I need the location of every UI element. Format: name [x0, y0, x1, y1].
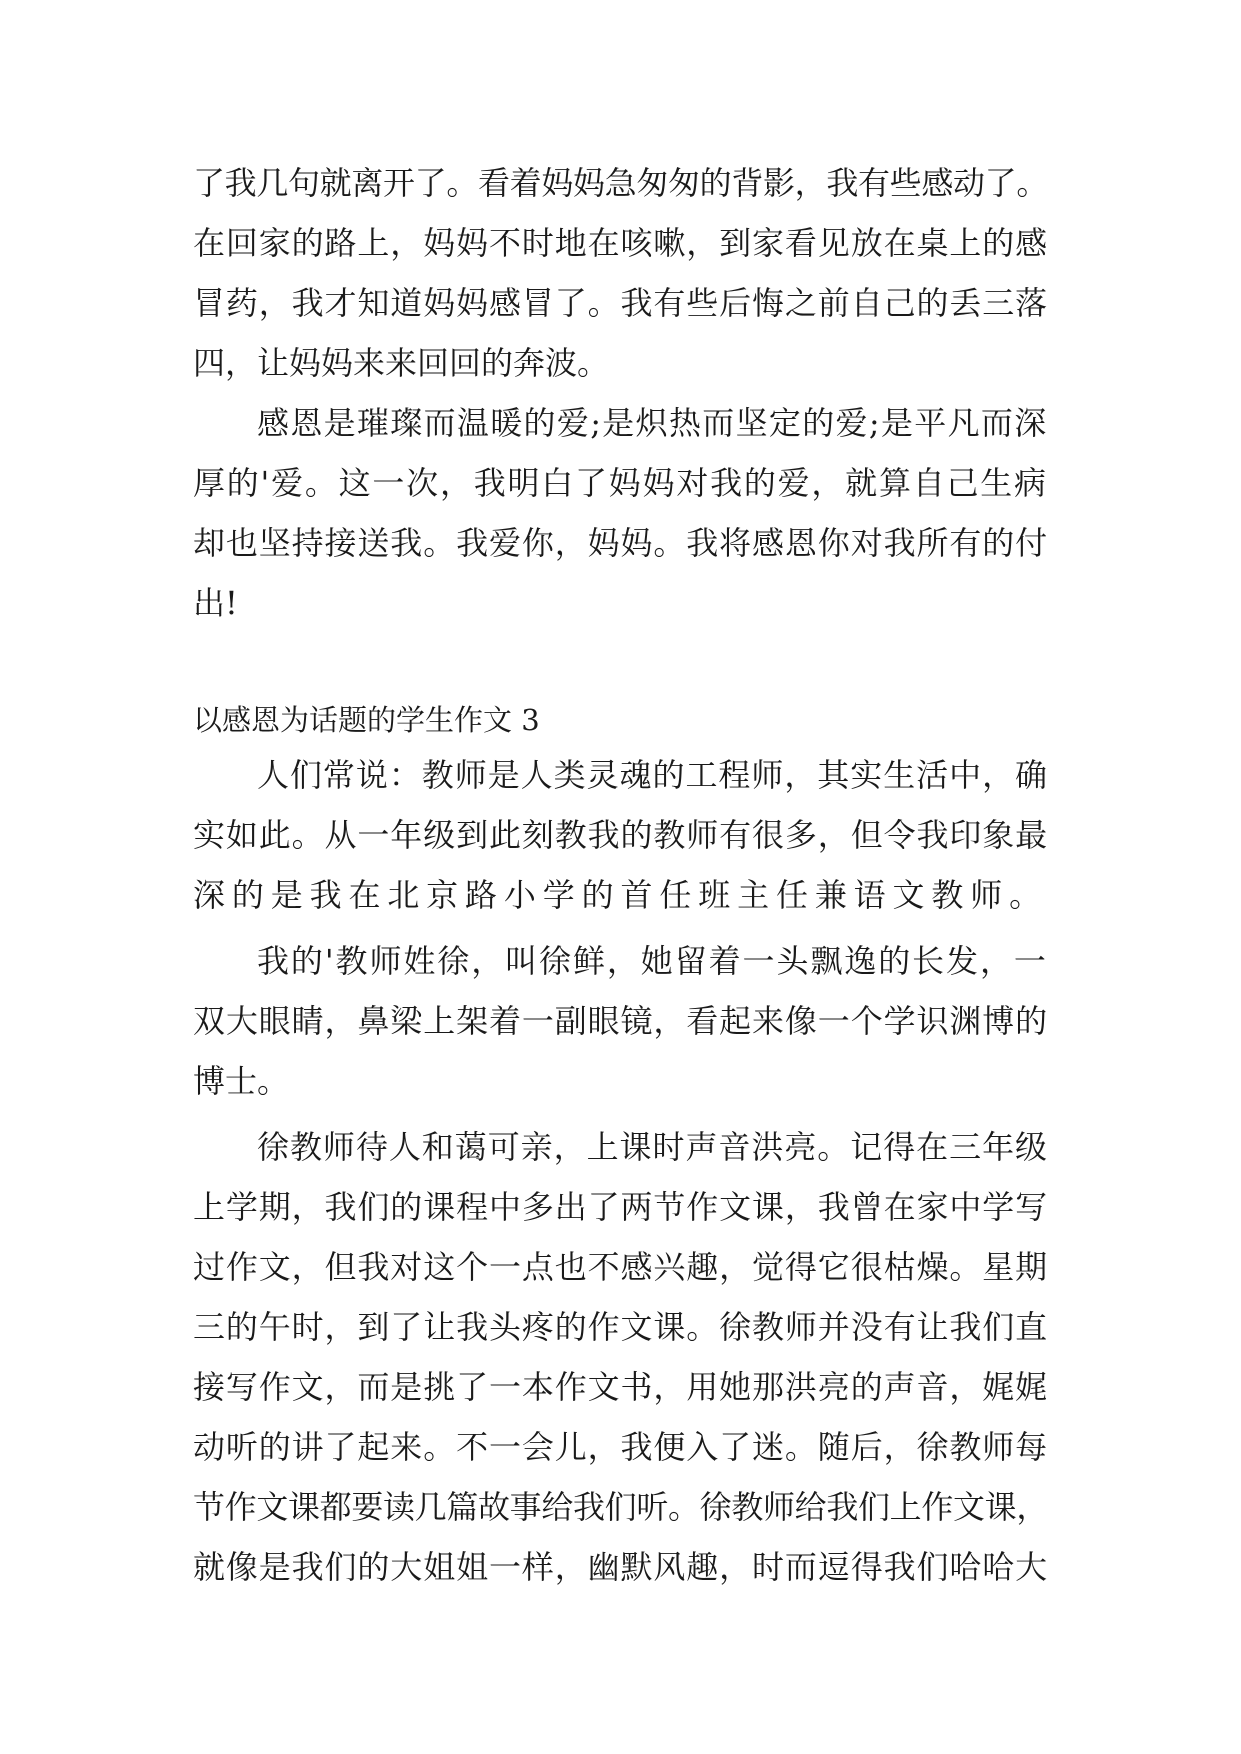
text-line: 四，让妈妈来来回回的奔波。	[193, 344, 610, 382]
text-line: 冒药，我才知道妈妈感冒了。我有些后悔之前自己的丢三落	[193, 284, 1049, 322]
paragraph-first-line: 感恩是璀璨而温暖的爱;是炽热而坚定的爱;是平凡而深	[257, 404, 1048, 442]
text-line: 双大眼睛，鼻梁上架着一副眼镜，看起来像一个学识渊博的	[193, 1002, 1049, 1040]
text-line: 实如此。从一年级到此刻教我的教师有很多，但令我印象最	[193, 816, 1049, 854]
text-line: 动听的讲了起来。不一会儿，我便入了迷。随后，徐教师每	[193, 1428, 1049, 1466]
text-line: 上学期，我们的课程中多出了两节作文课，我曾在家中学写	[193, 1188, 1049, 1226]
section-heading: 以感恩为话题的学生作文 3	[193, 703, 540, 737]
text-line: 过作文，但我对这个一点也不感兴趣，觉得它很枯燥。星期	[193, 1248, 1049, 1286]
text-line: 却也坚持接送我。我爱你，妈妈。我将感恩你对我所有的付	[193, 524, 1049, 562]
text-line: 博士。	[193, 1062, 290, 1100]
text-line: 节作文课都要读几篇故事给我们听。徐教师给我们上作文课，	[193, 1488, 1049, 1526]
paragraph-first-line: 人们常说：教师是人类灵魂的工程师，其实生活中，确	[257, 756, 1049, 794]
text-line: 了我几句就离开了。看着妈妈急匆匆的背影，我有些感动了。	[193, 164, 1049, 202]
text-line: 深的是我在北京路小学的首任班主任兼语文教师。	[193, 876, 1049, 914]
text-line: 三的午时，到了让我头疼的作文课。徐教师并没有让我们直	[193, 1308, 1049, 1346]
paragraph-first-line: 徐教师待人和蔼可亲，上课时声音洪亮。记得在三年级	[257, 1128, 1049, 1166]
text-line: 厚的'爱。这一次，我明白了妈妈对我的爱，就算自己生病	[193, 464, 1048, 502]
text-line: 接写作文，而是挑了一本作文书，用她那洪亮的声音，娓娓	[193, 1368, 1049, 1406]
text-line: 出!	[193, 584, 238, 622]
paragraph-first-line: 我的'教师姓徐，叫徐鲜，她留着一头飘逸的长发，一	[257, 942, 1048, 980]
text-line: 就像是我们的大姐姐一样，幽默风趣，时而逗得我们哈哈大	[193, 1548, 1049, 1586]
text-line: 在回家的路上，妈妈不时地在咳嗽，到家看见放在桌上的感	[193, 224, 1049, 262]
